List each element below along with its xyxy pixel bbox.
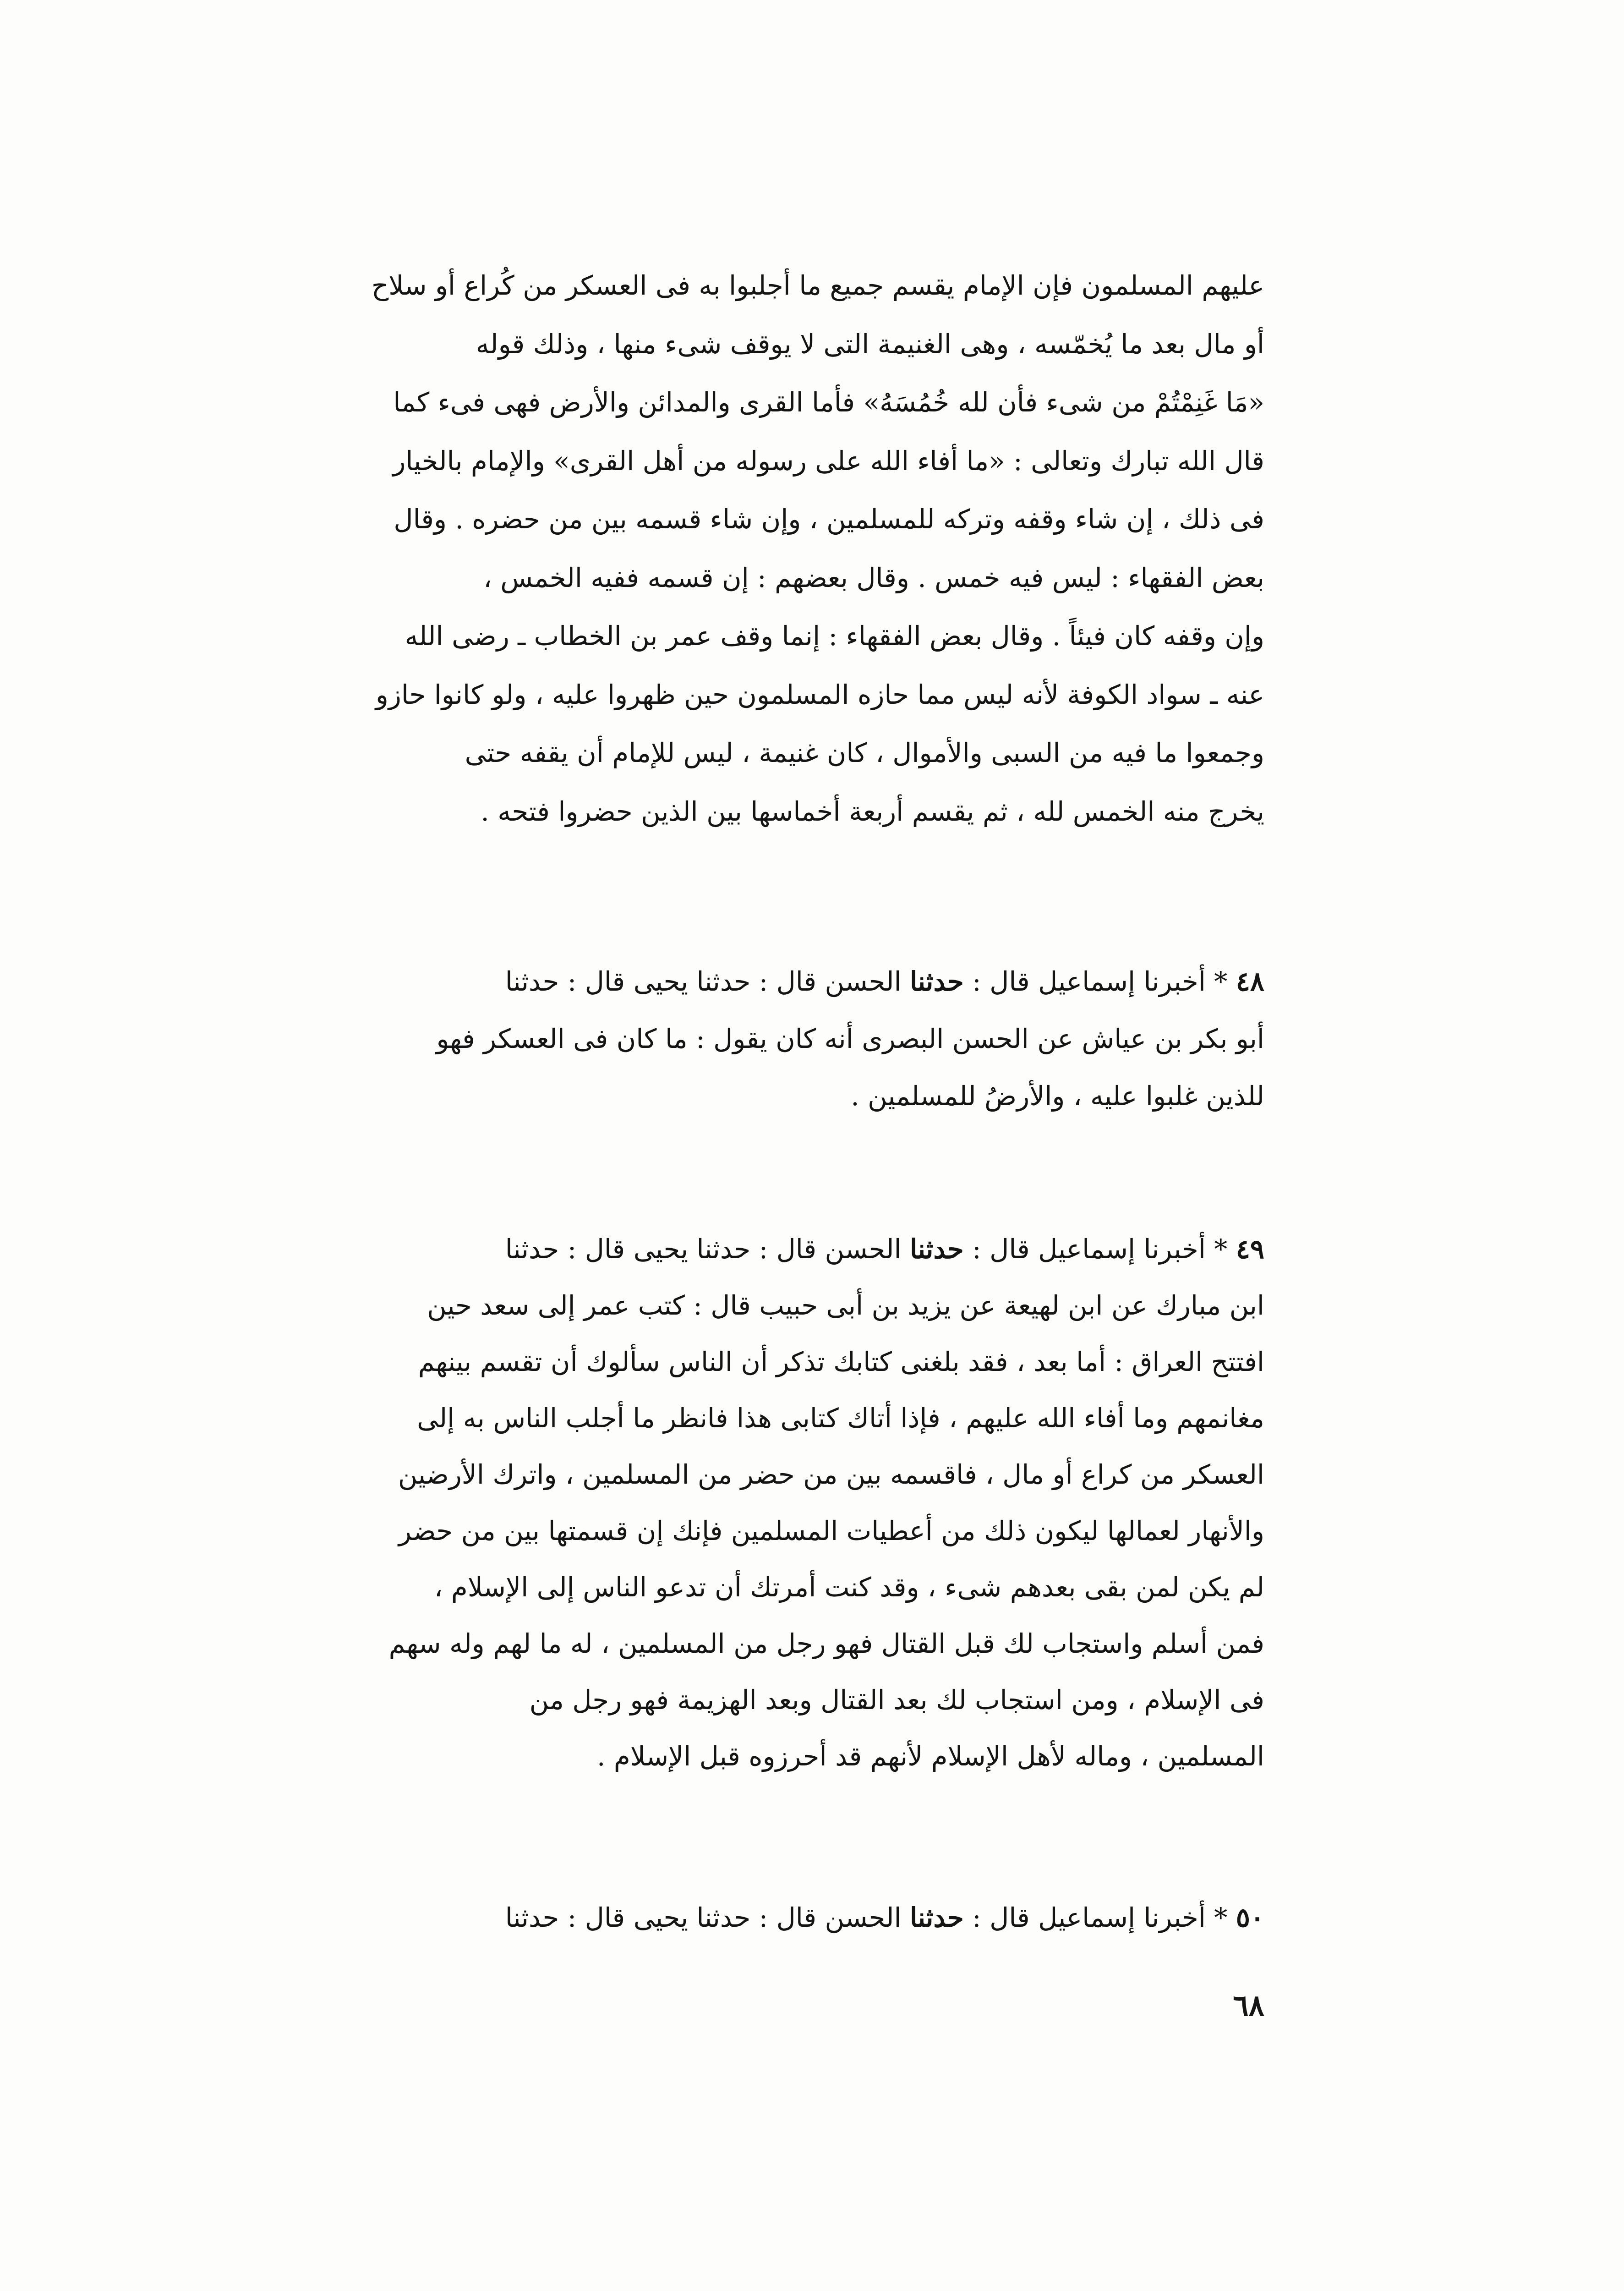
paragraph-number: ٤٨	[1236, 966, 1264, 997]
paragraph-49-first-line	[243, 1221, 1264, 1277]
intro-paragraph	[243, 257, 1264, 841]
bold-phrase: حدثنا	[910, 966, 964, 997]
text-line: لم يكن لمن بقى بعدهم شىء ، وقد كنت أمرتك أن تدعو الناس إلى الإسلام ،	[434, 1572, 1264, 1603]
text-line: للذين غلبوا عليه ، والأرضُ للمسلمين .	[851, 1080, 1264, 1112]
paragraph-lead: * أخبرنا إسماعيل قال :	[963, 966, 1236, 997]
text-line: عليهم المسلمون فإن الإمام يقسم جميع ما أجلبوا به فى العسكر من كُراع أو سلاح	[371, 270, 1264, 301]
text-line: بعض الفقهاء : ليس فيه خمس . وقال بعضهم : إن قسمه ففيه الخمس ،	[483, 562, 1264, 593]
text-line: فى ذلك ، إن شاء وقفه وتركه للمسلمين ، وإن شاء قسمه بين من حضره . وقال	[394, 504, 1264, 535]
paragraph-50	[243, 1890, 1264, 1945]
paragraph-49	[243, 1221, 1264, 1785]
text-line: ابن مبارك عن ابن لهيعة عن يزيد بن أبى حبيب قال : كتب عمر إلى سعد حين	[427, 1290, 1264, 1321]
paragraph-lead-rest: الحسن قال : حدثنا يحيى قال : حدثنا	[505, 1233, 910, 1265]
paragraph-48	[243, 953, 1264, 1125]
paragraph-number: ٤٩	[1236, 1233, 1264, 1265]
text-line: مغانمهم وما أفاء الله عليهم ، فإذا أتاك كتابى هذا فانظر ما أجلب الناس به إلى	[417, 1403, 1264, 1434]
paragraph-lead-rest: الحسن قال : حدثنا يحيى قال : حدثنا	[505, 966, 910, 997]
text-line: أو مال بعد ما يُخمّسه ، وهى الغنيمة التى لا يوقف شىء منها ، وذلك قوله	[476, 328, 1264, 360]
paragraph-50-first-line	[243, 1890, 1264, 1945]
text-line: العسكر من كراع أو مال ، فاقسمه بين من حضر من المسلمين ، واترك الأرضين	[398, 1459, 1264, 1490]
text-line: المسلمين ، وماله لأهل الإسلام لأنهم قد أحرزوه قبل الإسلام .	[597, 1741, 1264, 1772]
text-line: أبو بكر بن عياش عن الحسن البصرى أنه كان يقول : ما كان فى العسكر فهو	[436, 1023, 1264, 1054]
text-line: «مَا غَنِمْتُمْ من شىء فأن لله خُمُسَهُ» فأما القرى والمدائن والأرض فهى فىء كما	[393, 387, 1264, 418]
bold-phrase: حدثنا	[910, 1902, 964, 1933]
text-line: عنه ـ سواد الكوفة لأنه ليس مما حازه المسلمون حين ظهروا عليه ، ولو كانوا حازو	[375, 679, 1264, 710]
text-line: فمن أسلم واستجاب لك قبل القتال فهو رجل من المسلمين ، له ما لهم وله سهم	[388, 1628, 1264, 1659]
text-line: وإن وقفه كان فيئاً . وقال بعض الفقهاء : إنما وقف عمر بن الخطاب ـ رضى الله	[405, 620, 1264, 652]
paragraph-lead: * أخبرنا إسماعيل قال :	[963, 1902, 1236, 1933]
paragraph-lead-rest: الحسن قال : حدثنا يحيى قال : حدثنا	[505, 1902, 910, 1933]
paragraph-lead: * أخبرنا إسماعيل قال :	[963, 1233, 1236, 1265]
text-line: قال الله تبارك وتعالى : «ما أفاء الله على رسوله من أهل القرى» والإمام بالخيار	[393, 445, 1264, 477]
paragraph-48-first-line	[243, 953, 1264, 1010]
text-line: افتتح العراق : أما بعد ، فقد بلغنى كتابك تذكر أن الناس سألوك أن تقسم بينهم	[418, 1346, 1264, 1377]
paragraph-number: ٥٠	[1236, 1902, 1264, 1933]
page-number: ٦٨	[1233, 1989, 1264, 2023]
text-line: يخرج منه الخمس لله ، ثم يقسم أربعة أخماسها بين الذين حضروا فتحه .	[481, 795, 1264, 827]
text-line: فى الإسلام ، ومن استجاب لك بعد القتال وبعد الهزيمة فهو رجل من	[529, 1684, 1264, 1716]
text-line: وجمعوا ما فيه من السبى والأموال ، كان غنيمة ، ليس للإمام أن يقفه حتى	[465, 737, 1264, 768]
text-line: والأنهار لعمالها ليكون ذلك من أعطيات المسلمين فإنك إن قسمتها بين من حضر	[398, 1515, 1264, 1546]
bold-phrase: حدثنا	[910, 1233, 964, 1265]
